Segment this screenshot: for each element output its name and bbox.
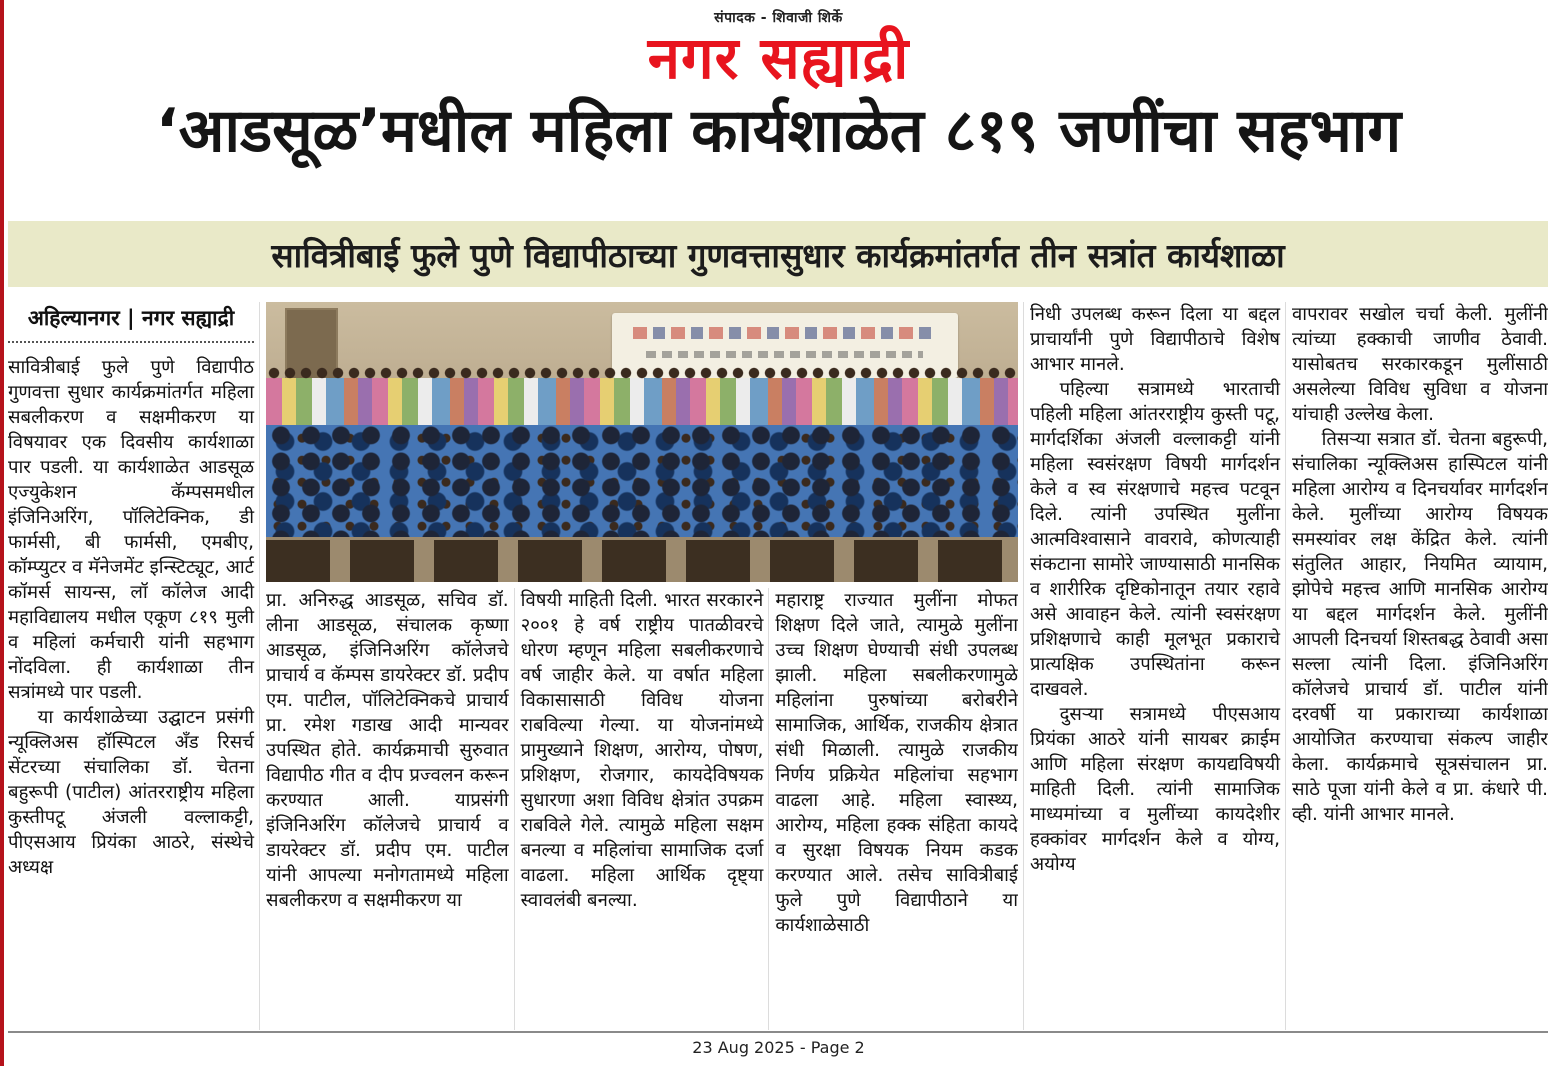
article-column-2 xyxy=(266,588,509,1030)
article-paragraph: प्रा. अनिरुद्ध आडसूळ, सचिव डॉ. लीना आडसूळ, संचालक कृष्णा आडसूळ, इंजिनिअरिंग कॉलेजचे प्राचार्य व कॅम्पस डायरेक्टर डॉ. प्रदीप एम. पाटील, पॉलिटेक्निकचे प्राचार्य प्रा. रमेश गडाख आदी मान्यवर उपस्थित होते. कार्यक्रमाची सुरुवात विद्यापीठ गीत व दीप प्रज्वलन करून करण्यात आली. याप्रसंगी इंजिनिअरिंग कॉलेजचे प्राचार्य व डायरेक्टर डॉ. प्रदीप एम. पाटील यांनी आपल्या मनोगतामध्ये महिला सबलीकरण व सक्षमीकरण या xyxy=(266,590,509,911)
footer-page-info: 23 Aug 2025 - Page 2 xyxy=(692,1038,865,1057)
editor-credit: संपादक - शिवाजी शिर्के xyxy=(714,10,843,26)
article-paragraph: वापरावर सखोल चर्चा केली. मुलींनी त्यांच्या हक्काची जाणीव ठेवावी. यासोबतच सरकारकडून मुलींसाठी असलेल्या विविध सुविधा व योजना यांचाही उल्लेख केला. xyxy=(1292,304,1548,425)
article-paragraph: सावित्रीबाई फुले पुणे विद्यापीठ गुणवत्ता सुधार कार्यक्रमांतर्गत महिला सबलीकरण व सक्षमीकरण या विषयावर एक दिवसीय कार्यशाळा पार पडली. या कार्यशाळेत आडसूळ एज्युकेशन कॅम्पसमधील इंजिनिअरिंग, पॉलिटेक्निक, डी फार्मसी, बी फार्मसी, एमबीए, कॉम्प्युटर व मॅनेजमेंट इन्स्टिट्यूट, आर्ट कॉमर्स सायन्स, लॉ कॉलेज आदी महाविद्यालय मधील एकूण ८१९ मुली व महिलां कर्मचारी यांनी सहभाग नोंदविला. ही कार्यशाळा तीन सत्रांमध्ये पार पडली. xyxy=(8,357,254,703)
page-left-edge-bar xyxy=(0,0,4,1066)
masthead xyxy=(0,8,1557,91)
article-column-1 xyxy=(8,302,254,1030)
main-headline: ‘आडसूळ’मधील महिला कार्यशाळेत ८१९ जणींचा सहभाग xyxy=(155,96,1402,166)
byline: अहिल्यानगर | नगर सह्याद्री xyxy=(8,302,254,343)
article-paragraph: महाराष्ट्र राज्यात मुलींना मोफत शिक्षण दिले जाते, त्यामुळे मुलींना उच्च शिक्षण घेण्याची संधी उपलब्ध झाली. महिला सबलीकरणामुळे महिलांना पुरुषांच्या बरोबरीने सामाजिक, आर्थिक, राजकीय क्षेत्रात संधी मिळाली. त्यामुळे राजकीय निर्णय प्रक्रियेत महिलांचा सहभाग वाढला आहे. महिला स्वास्थ्य, आरोग्य, महिला हक्क संहिता कायदे व सुरक्षा विषयक नियम कडक करण्यात आले. तसेच सावित्रीबाई फुले पुणे विद्यापीठाने या कार्यशाळेसाठी xyxy=(775,590,1018,936)
workshop-group-photo xyxy=(266,302,1018,582)
article-column-5 xyxy=(1023,302,1280,1030)
sub-headline-band xyxy=(8,221,1548,287)
article-body xyxy=(8,302,1548,1030)
sub-headline: सावित्रीबाई फुले पुणे विद्यापीठाच्या गुणवत्तासुधार कार्यक्रमांतर्गत तीन सत्रांत कार्यशाळा xyxy=(271,235,1285,275)
photo-student-crowd xyxy=(266,425,1018,543)
article-paragraph: तिसऱ्या सत्रात डॉ. चेतना बहुरूपी, संचालिका न्यूक्लिअस हास्पिटल यांनी महिला आरोग्य व दिनचर्यावर मार्गदर्शन केले. मुलींच्या आरोग्य विषयक समस्यांवर लक्ष केंद्रित केले. त्यांनी संतुलित आहार, नियमित व्यायाम, झोपेचे महत्त्व आणि मानसिक आरोग्य या बद्दल मार्गदर्शन केले. मुलींनी आपली दिनचर्या शिस्तबद्ध ठेवावी असा सल्ला त्यांनी दिला. इंजिनिअरिंग कॉलेजचे प्राचार्य डॉ. पाटील यांनी दरवर्षी या प्रकाराच्या कार्यशाळा आयोजित करण्याचा संकल्प जाहीर केला. कार्यक्रमाचे सूत्रसंचालन प्रा. साठे पूजा यांनी केले व प्रा. कंधारे पी. व्ही. यांनी आभार मानले. xyxy=(1292,429,1548,825)
article-paragraph: या कार्यशाळेच्या उद्घाटन प्रसंगी न्यूक्लिअस हॉस्पिटल अँड रिसर्च सेंटरच्या संचालिका डॉ. चेतना बहुरूपी (पाटील) आंतरराष्ट्रीय महिला कुस्तीपटू अंजली वल्लाकट्टी, पीएसआय प्रियंका आठरे, संस्थेचे अध्यक्ष xyxy=(8,707,254,878)
middle-text-columns xyxy=(266,588,1018,1030)
photo-chair-backs xyxy=(266,540,1018,582)
article-column-3 xyxy=(514,588,764,1030)
masthead-title: नगर सह्याद्री xyxy=(647,24,910,92)
article-paragraph: निधी उपलब्ध करून दिला या बद्दल प्राचार्यांनी पुणे विद्यापीठाचे विशेष आभार मानले. xyxy=(1030,304,1280,375)
article-paragraph: पहिल्या सत्रामध्ये भारताची पहिली महिला आंतरराष्ट्रीय कुस्ती पटू, मार्गदर्शिका अंजली वल्लाकट्टी यांनी महिला स्वसंरक्षण विषयी मार्गदर्शन केले व स्व संरक्षणाचे महत्त्व पटवून दिले. त्यांनी उपस्थित मुलींना आत्मविश्वासाने वावरावे, कोणत्याही संकटाना सामोरे जाण्यासाठी मानसिक व शारीरिक दृष्टिकोनातून तयार रहावे असे आवाहन केले. त्यांनी स्वसंरक्षण प्रशिक्षणाचे काही मूलभूत प्रकाराचे प्रात्यक्षिक उपस्थितांना करून दाखवले. xyxy=(1030,379,1280,700)
article-column-4 xyxy=(768,588,1018,1030)
article-paragraph: विषयी माहिती दिली. भारत सरकारने २००१ हे वर्ष राष्ट्रीय पातळीवरचे धोरण म्हणून महिला सबलीकरणाचे वर्ष जाहीर केले. या वर्षात महिला विकासासाठी विविध योजना राबविल्या गेल्या. या योजनांमध्ये प्रामुख्याने शिक्षण, आरोग्य, पोषण, प्रशिक्षण, रोजगार, कायदेविषयक सुधारणा अशा विविध क्षेत्रांत उपक्रम राबविले गेले. त्यामुळे महिला सक्षम बनल्या व महिलांचा सामाजिक दर्जा वाढला. महिला आर्थिक दृष्ट्या स्वावलंबी बनल्या. xyxy=(520,590,764,911)
article-middle-section xyxy=(259,302,1018,1030)
article-bottom-rule xyxy=(8,1031,1548,1033)
article-column-6 xyxy=(1285,302,1548,1030)
article-paragraph: दुसऱ्या सत्रामध्ये पीएसआय प्रियंका आठरे यांनी सायबर क्राईम आणि महिला संरक्षण कायद्यविषयी माहिती दिली. त्यांनी सामाजिक माध्यमांच्या व मुलींच्या कायदेशीर हक्कांवर मार्गदर्शन केले व योग्य, अयोग्य xyxy=(1030,704,1280,875)
